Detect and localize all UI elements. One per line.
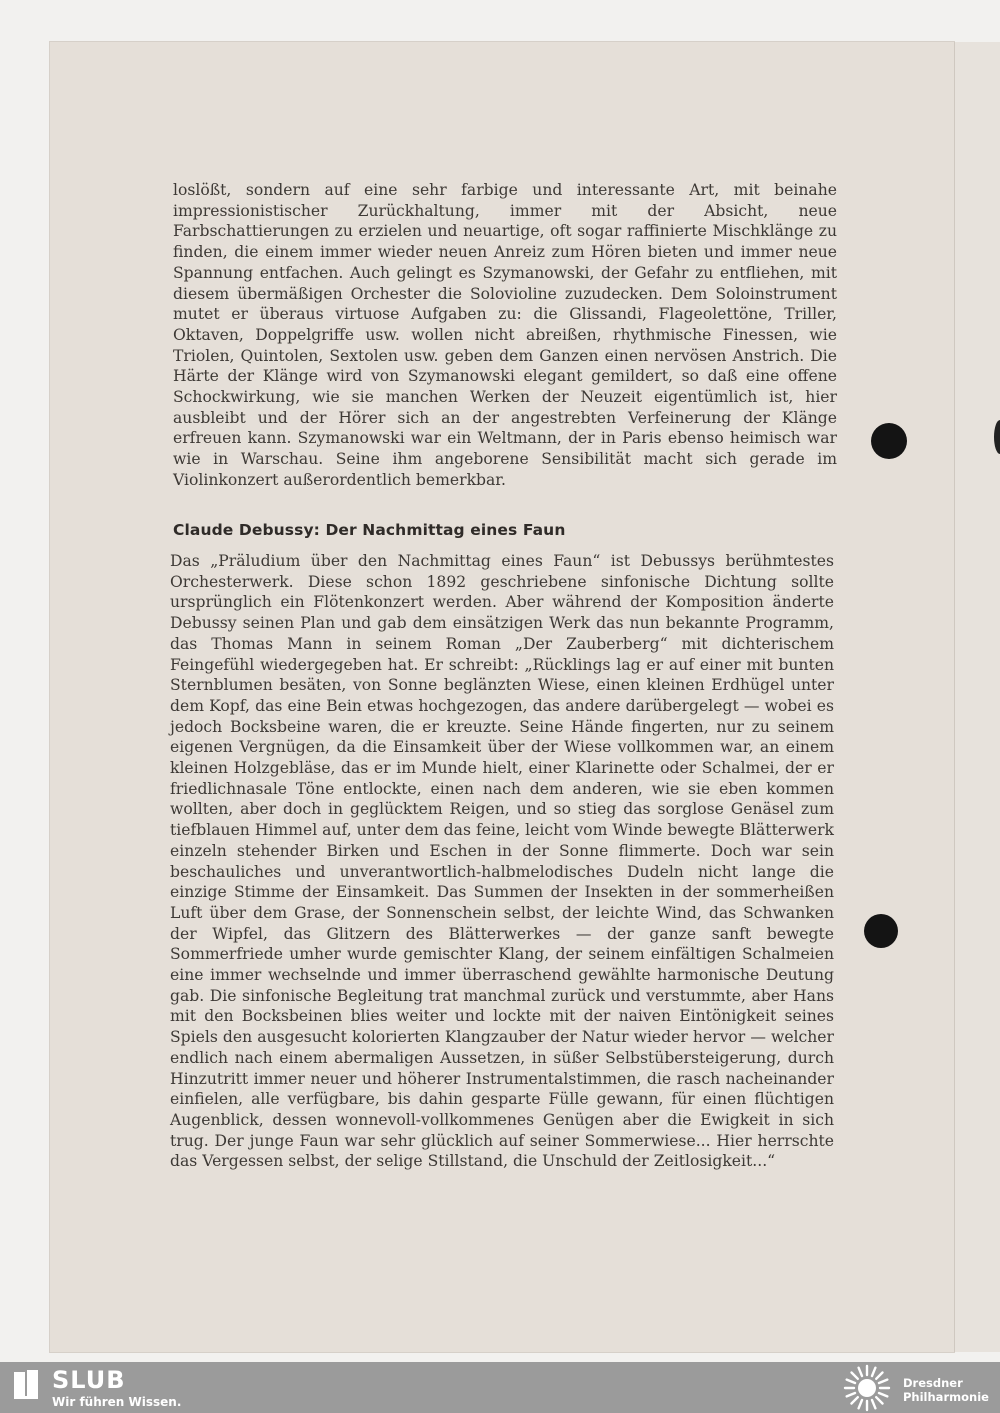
philharmonie-logo-icon[interactable] (842, 1363, 892, 1413)
next-page-edge (954, 42, 1000, 1352)
slub-logo-icon[interactable] (12, 1368, 42, 1400)
punch-hole-upper (871, 423, 907, 459)
punch-hole-edge (994, 420, 1000, 454)
section-heading: Claude Debussy: Der Nachmittag eines Faun (173, 521, 566, 539)
paragraph-debussy: Das „Präludium über den Nachmittag eines Faun“ ist Debussys berühmtestes Orchesterwerk. Diese schon 1892 geschriebene sinfonische Dichtung sollte ursprünglich ein Flötenkonzert werden. Aber während der Komposition änderte Debussy seinen Plan und gab dem einsätzigen Werk das nun bekannte Programm, das Thomas Mann in seinem Roman „Der Zauberberg“ mit dichterischem Feingefühl wiedergegeben hat. Er schreibt: „Rücklings lag er auf einer mit bunten Sternblumen besäten, von Sonne beglänzten Wiese, einen kleinen Erdhügel unter dem Kopf, das eine Bein etwas hochgezogen, das andere darübergelegt — wobei es jedoch Bocksbeine waren, die er kreuzte. Seine Hände fingerten, nur zu seinem eigenen Vergnügen, da die Einsamkeit über der Wiese vollkommen war, an einem kleinen Holzgebläse, das er im Munde hielt, einer Klarinette oder Schalmei, der er friedlichnasale Töne entlockte, einen nach dem anderen, wie sie eben kommen wollten, aber doch in geglücktem Reigen, und so stieg das sorglose Genäsel zum tiefblauen Himmel auf, unter dem das feine, leicht vom Winde bewegte Blätterwerk einzeln stehender Birken und Eschen in der Sonne flimmerte. Doch war sein beschauliches und unverantwortlich-halbmelodisches Dudeln nicht lange die einzige Stimme der Einsamkeit. Das Summen der Insekten in der sommerheißen Luft über dem Grase, der Sonnenschein selbst, der leichte Wind, das Schwanken der Wipfel, das Glitzern des Blätterwerkes — der ganze sanft bewegte Sommerfriede umher wurde gemischter Klang, der seinem einfältigen Schalmeien eine immer wechselnde und immer überraschend gewählte harmonische Deutung gab. Die sinfonische Begleitung trat manchmal zurück und verstummte, aber Hans mit den Bocksbeinen blies weiter und lockte mit der naiven Eintönigkeit seines Spiels den ausgesucht kolorierten Klangzauber der Natur wieder hervor — welcher endlich nach einem abermaligen Aussetzen, in süßer Selbstübersteigerung, durch Hinzutritt immer neuer und höherer Instrumentalstimmen, die rasch nacheinander einfielen, alle verfügbare, bis dahin gesparte Fülle gewann, für einen flüchtigen Augenblick, dessen wonnevoll-vollkommenes Genügen aber die Ewigkeit in sich trug. Der junge Faun war sehr glücklich auf seiner Sommerwiese... Hier herrschte das Vergessen selbst, der selige Stillstand, die Unschuld der Zeitlosigkeit...“ (170, 552, 834, 1171)
partner-name-line2: Philharmonie (903, 1390, 989, 1404)
footer-bar (0, 1362, 1000, 1413)
punch-hole-lower (864, 914, 898, 948)
partner-name-line1: Dresdner (903, 1376, 963, 1390)
paragraph-szymanowski: loslößt, sondern auf eine sehr farbige und interessante Art, mit beinahe impressionistischer Zurückhaltung, immer mit der Absicht, neue Farbschattierungen zu erzielen und neuartige, oft sogar raffinierte Mischklänge zu finden, die einem immer wieder neuen Anreiz zum Hören bieten und immer neue Spannung entfachen. Auch gelingt es Szymanowski, der Gefahr zu entfliehen, mit diesem übermäßigen Orchester die Solovioline zuzudecken. Dem Soloinstrument mutet er überaus virtuose Aufgaben zu: die Glissandi, Flageolettöne, Triller, Oktaven, Doppelgriffe usw. wollen nicht abreißen, rhythmische Finessen, wie Triolen, Quintolen, Sextolen usw. geben dem Ganzen einen nervösen Anstrich. Die Härte der Klänge wird von Szymanowski elegant gemildert, so daß eine offene Schockwirkung, wie sie manchen Werken der Neuzeit eigentümlich ist, hier ausbleibt und der Hörer sich an der angestrebten Verfeinerung der Klänge erfreuen kann. Szymanowski war ein Weltmann, der in Paris ebenso heimisch war wie in Warschau. Seine ihm angeborene Sensibilität macht sich gerade im Violinkonzert außerordentlich bemerkbar. (173, 181, 837, 489)
partner-name[interactable] (903, 1376, 989, 1404)
library-tagline: Wir führen Wissen. (52, 1395, 182, 1409)
library-name[interactable]: SLUB (52, 1366, 126, 1394)
